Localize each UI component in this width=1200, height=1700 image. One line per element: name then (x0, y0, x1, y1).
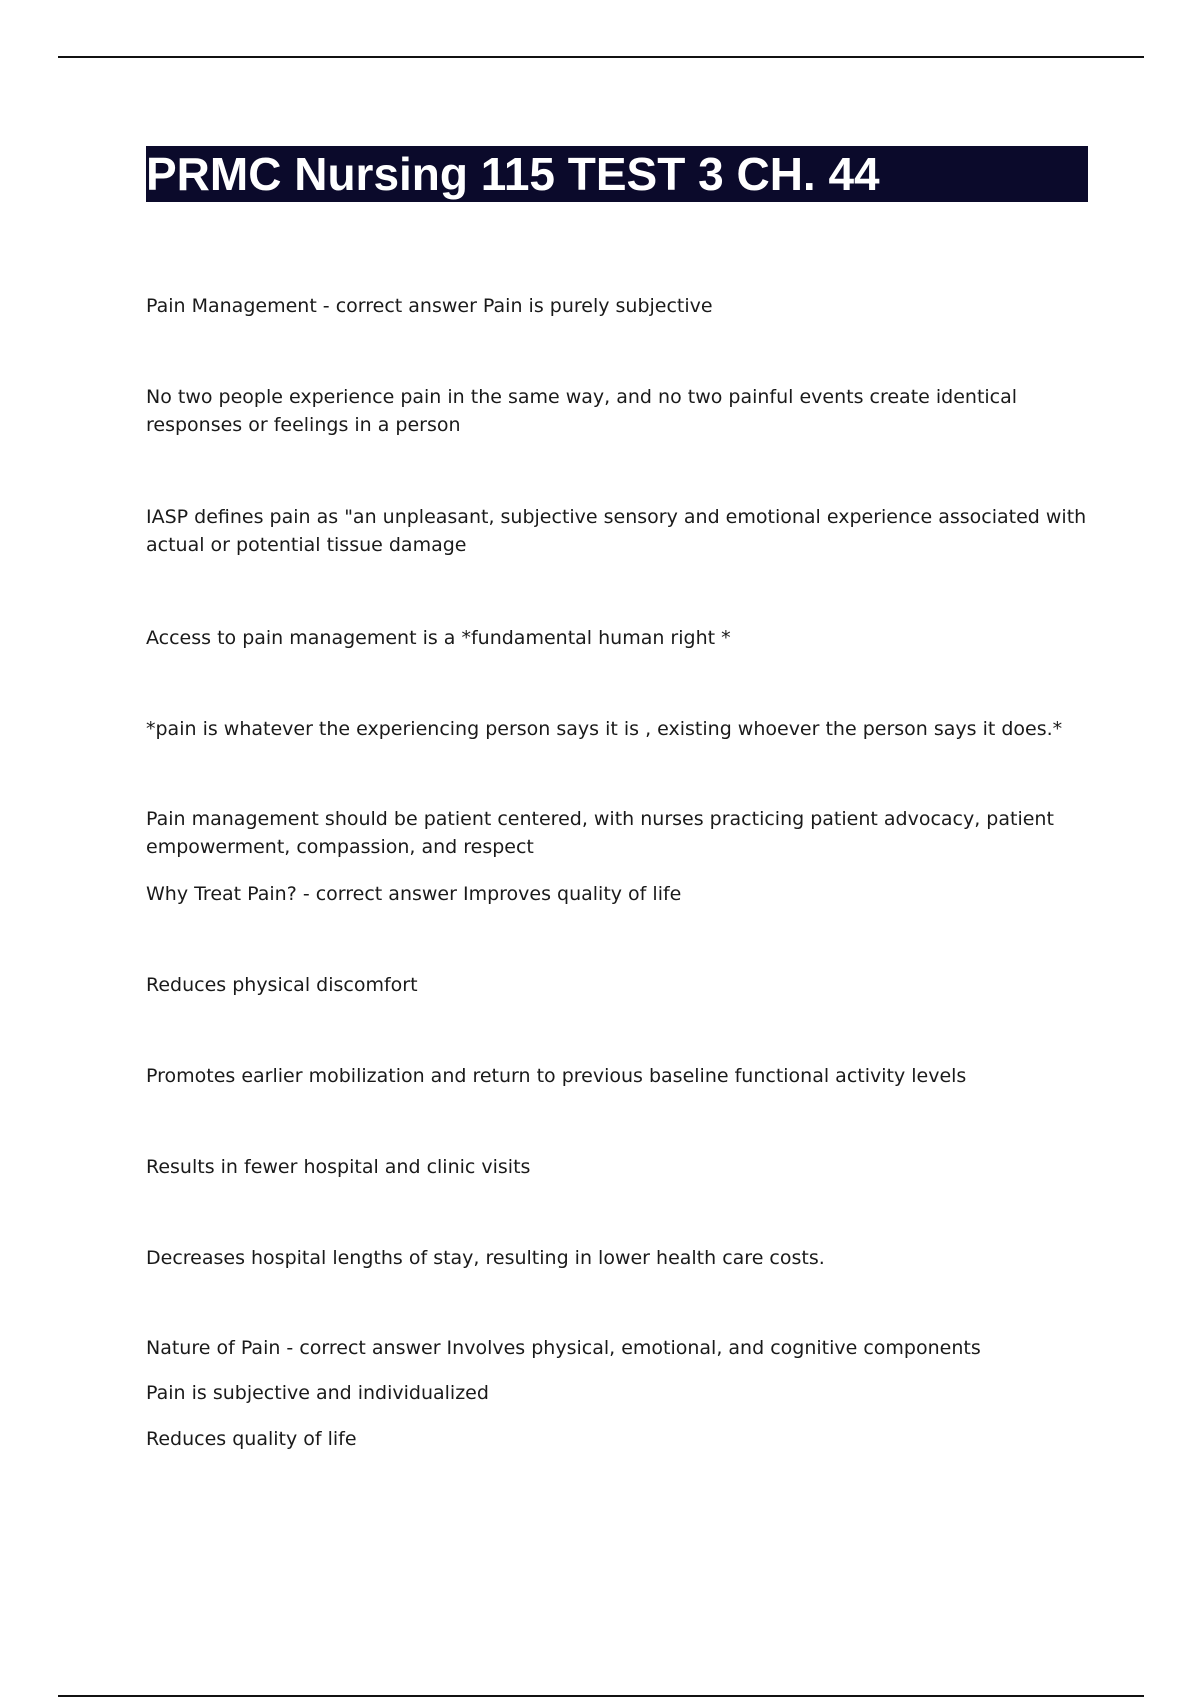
paragraph: Pain Management - correct answer Pain is purely subjective (146, 295, 713, 317)
paragraph: Reduces physical discomfort (146, 974, 418, 996)
header-rule (58, 56, 1144, 58)
title-banner (146, 146, 1088, 202)
paragraph: Pain management should be patient centered, with nurses practicing patient advocacy, patient empowerment, compassion, and respect (146, 808, 1054, 858)
document-title: PRMC Nursing 115 TEST 3 CH. 44 (146, 148, 880, 200)
paragraph: Why Treat Pain? - correct answer Improves quality of life (146, 883, 682, 905)
paragraph: Access to pain management is a *fundamental human right * (146, 627, 731, 649)
footer-rule (58, 1695, 1144, 1697)
paragraph: Reduces quality of life (146, 1428, 357, 1450)
paragraph: Results in fewer hospital and clinic visits (146, 1156, 531, 1178)
paragraph: IASP defines pain as "an unpleasant, subjective sensory and emotional experience associated with actual or potential tissue damage (146, 506, 1087, 556)
paragraph: Pain is subjective and individualized (146, 1382, 489, 1404)
paragraph: Promotes earlier mobilization and return to previous baseline functional activity levels (146, 1065, 967, 1087)
paragraph: Nature of Pain - correct answer Involves physical, emotional, and cognitive components (146, 1337, 981, 1359)
paragraph: Decreases hospital lengths of stay, resulting in lower health care costs. (146, 1247, 825, 1269)
paragraph: No two people experience pain in the same way, and no two painful events create identical responses or feelings in a person (146, 386, 1018, 436)
paragraph: *pain is whatever the experiencing person says it is , existing whoever the person says it does.* (146, 718, 1063, 740)
